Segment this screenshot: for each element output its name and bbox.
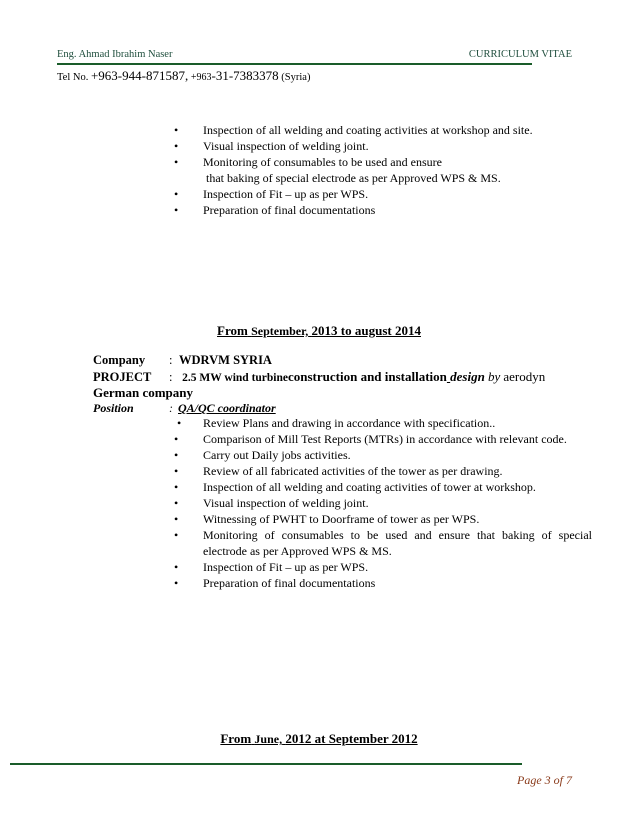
header-name: Eng. Ahmad Ibrahim Naser xyxy=(57,49,173,60)
bullet-icon: • xyxy=(174,576,179,590)
bullet-icon: • xyxy=(174,512,179,526)
project-label: PROJECT xyxy=(93,370,152,384)
list-item: • Comparison of Mill Test Reports (MTRs) in accordance with relevant code. xyxy=(174,432,567,446)
list-item: • Inspection of all welding and coating activities at workshop and site. xyxy=(174,123,533,137)
list-item: • Preparation of final documentations xyxy=(174,576,376,590)
list-item: • Visual inspection of welding joint. xyxy=(174,496,369,510)
header-divider xyxy=(57,63,532,65)
tel-country: (Syria) xyxy=(281,72,311,83)
list-item-continuation: that baking of special electrode as per Approved WPS & MS. xyxy=(206,171,501,185)
company-label: Company xyxy=(93,353,146,367)
section-title-2012: From June, 2012 at September 2012 xyxy=(220,731,418,746)
company-value: WDRVM SYRIA xyxy=(179,353,272,367)
header-telephone xyxy=(57,68,310,84)
bullet-icon: • xyxy=(174,187,179,201)
page-number: Page 3 of 7 xyxy=(517,773,572,787)
list-item: • Witnessing of PWHT to Doorframe of tower as per WPS. xyxy=(174,512,480,526)
bullet-icon: • xyxy=(174,480,179,494)
list-item: • Monitoring of consumables to be used and ensure xyxy=(174,155,442,169)
bullet-icon: • xyxy=(174,139,179,153)
tel-prefix-2: +963 xyxy=(190,72,212,83)
list-item: • Monitoring of consumables to be used and ensure that baking of special xyxy=(174,528,592,542)
section1-bullet-list xyxy=(174,415,592,591)
list-item-continuation: electrode as per Approved WPS & MS. xyxy=(203,544,392,558)
bullet-icon: • xyxy=(174,496,179,510)
position-value: QA/QC coordinator xyxy=(178,401,276,415)
tel-number-2: -31-7383378 xyxy=(211,68,279,83)
list-item: • Review Plans and drawing in accordance with specification.. xyxy=(177,416,496,430)
bullet-icon: • xyxy=(174,123,179,137)
bullet-icon: • xyxy=(174,155,179,169)
top-bullet-list xyxy=(174,122,533,218)
list-item: • Visual inspection of welding joint. xyxy=(174,139,369,153)
bullet-icon: • xyxy=(174,448,179,462)
header-doc-title: CURRICULUM VITAE xyxy=(468,49,572,60)
list-item: • Inspection of Fit – up as per WPS. xyxy=(174,560,369,574)
list-item: • Review of all fabricated activities of the tower as per drawing. xyxy=(174,464,503,478)
project-line-2: German company xyxy=(93,385,194,400)
bullet-icon: • xyxy=(177,416,182,430)
section-title-2013: From September, 2013 to august 2014 xyxy=(217,323,421,338)
list-item: • Inspection of Fit – up as per WPS. xyxy=(174,187,369,201)
list-item: • Carry out Daily jobs activities. xyxy=(174,448,351,462)
position-label: Position xyxy=(93,401,134,415)
tel-number-1: +963-944-871587, xyxy=(90,68,189,83)
tel-label: Tel No. xyxy=(57,72,89,83)
bullet-icon: • xyxy=(174,464,179,478)
list-item: • Inspection of all welding and coating activities of tower at workshop. xyxy=(174,480,536,494)
position-row: Position : QA/QC coordinator xyxy=(93,401,276,415)
company-row: Company : WDRVM SYRIA xyxy=(93,353,272,367)
bullet-icon: • xyxy=(174,560,179,574)
bullet-icon: • xyxy=(174,432,179,446)
bullet-icon: • xyxy=(174,203,179,217)
list-item: • Preparation of final documentations xyxy=(174,203,376,217)
footer-divider xyxy=(10,763,522,765)
bullet-icon: • xyxy=(174,528,179,542)
project-row: PROJECT : 2.5 MW wind turbineconstruction and installation design by aerodyn xyxy=(93,369,546,384)
